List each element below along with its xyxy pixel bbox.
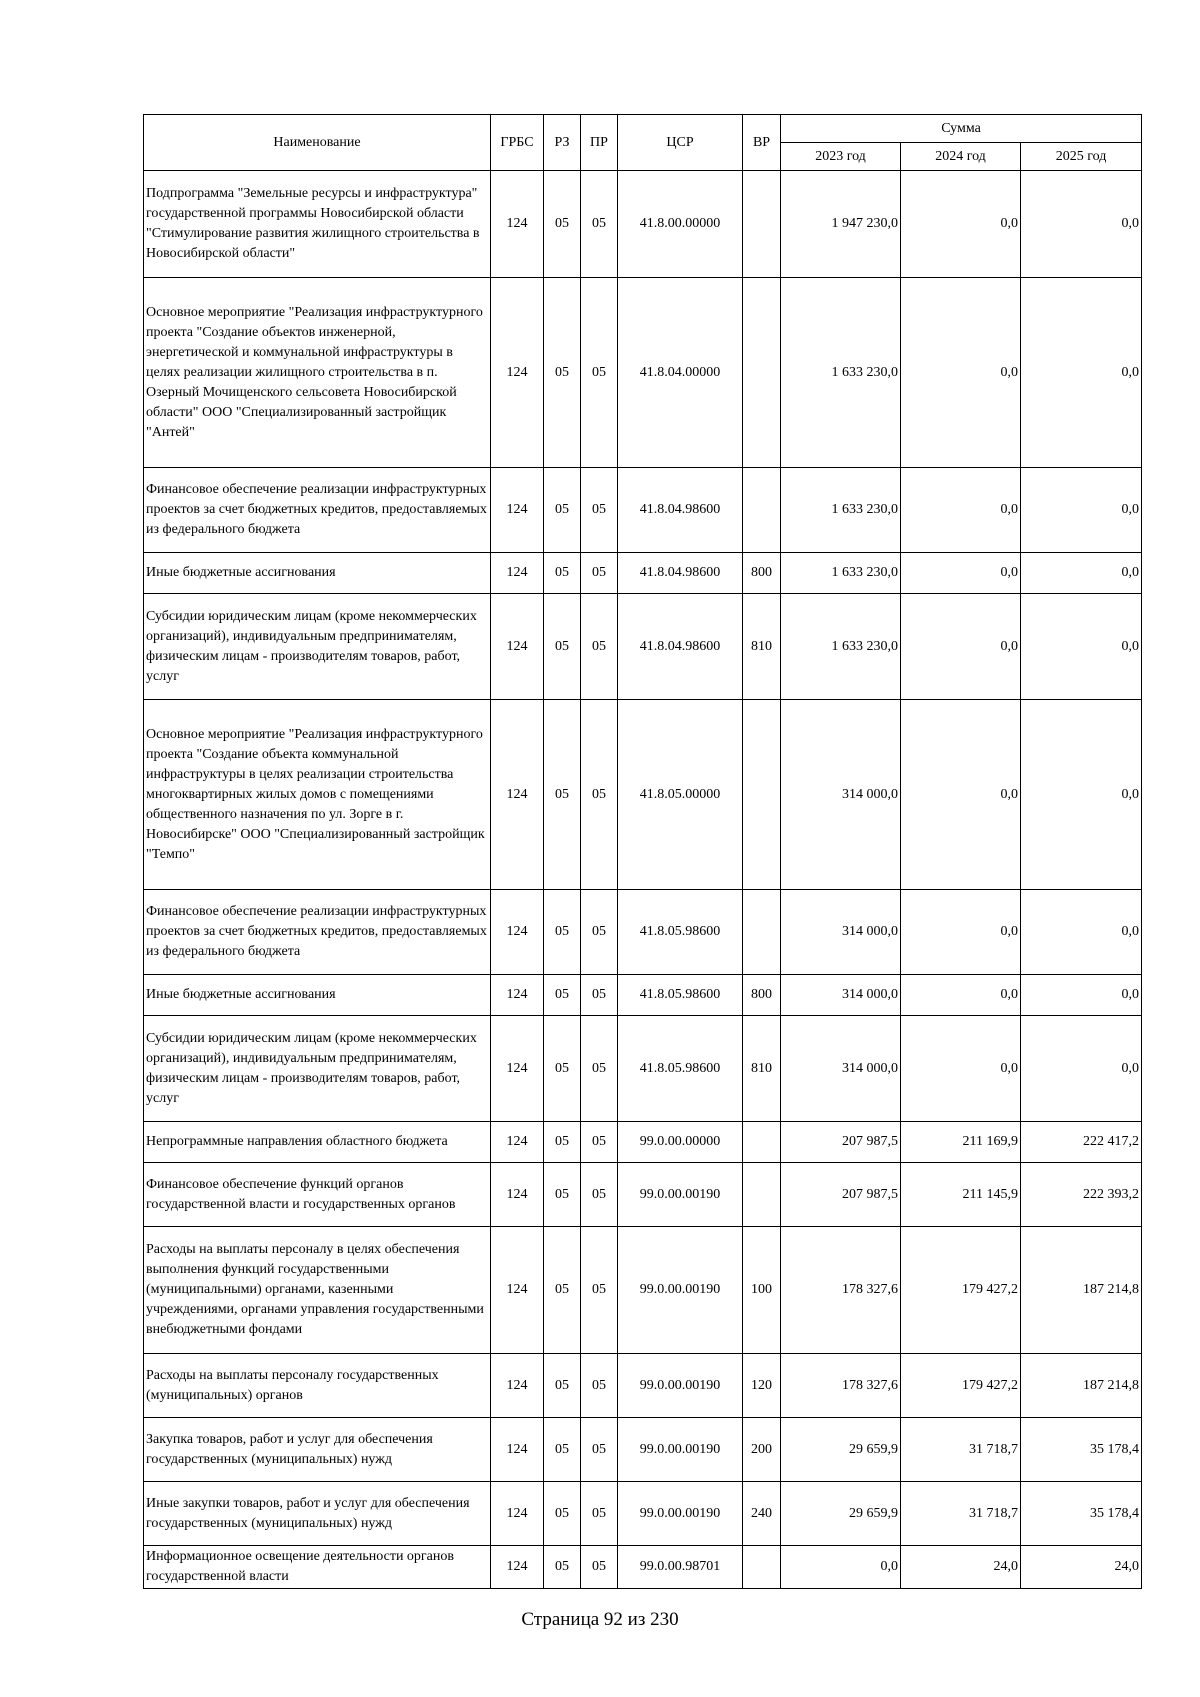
cell-grbs: 124: [491, 1546, 544, 1589]
cell-rz: 05: [544, 1227, 581, 1354]
cell-sum-2025: 0,0: [1021, 468, 1142, 553]
cell-sum-2023: 314 000,0: [781, 890, 901, 975]
cell-csr: 99.0.00.00000: [618, 1122, 743, 1163]
table-row: [144, 1546, 1142, 1589]
cell-csr: 41.8.04.00000: [618, 278, 743, 468]
cell-sum-2024: 0,0: [901, 594, 1021, 700]
cell-csr: 41.8.05.00000: [618, 700, 743, 890]
cell-name: Подпрограмма "Земельные ресурсы и инфраструктура" государственной программы Новосибирской области "Стимулирование развития жилищного строительства в Новосибирской области": [144, 171, 491, 278]
table-row: [144, 1016, 1142, 1122]
cell-sum-2025: 222 393,2: [1021, 1163, 1142, 1227]
cell-sum-2025: 0,0: [1021, 975, 1142, 1016]
cell-name: Субсидии юридическим лицам (кроме некоммерческих организаций), индивидуальным предпринимателям, физическим лицам - производителям товаров, работ, услуг: [144, 594, 491, 700]
cell-grbs: 124: [491, 1163, 544, 1227]
cell-name: Расходы на выплаты персоналу в целях обеспечения выполнения функций государственными (муниципальными) органами, казенными учреждениями, органами управления государственными внебюджетными фондами: [144, 1227, 491, 1354]
cell-csr: 41.8.04.98600: [618, 553, 743, 594]
cell-vr: [743, 1546, 781, 1589]
cell-sum-2023: 1 947 230,0: [781, 171, 901, 278]
cell-sum-2025: 0,0: [1021, 278, 1142, 468]
cell-sum-2025: 187 214,8: [1021, 1354, 1142, 1418]
cell-csr: 99.0.00.00190: [618, 1482, 743, 1546]
header-2024: 2024 год: [901, 143, 1021, 171]
cell-sum-2023: 29 659,9: [781, 1418, 901, 1482]
cell-vr: 810: [743, 1016, 781, 1122]
table-body: [144, 171, 1142, 1589]
cell-rz: 05: [544, 975, 581, 1016]
cell-name: Информационное освещение деятельности органов государственной власти: [144, 1546, 491, 1589]
cell-rz: 05: [544, 171, 581, 278]
cell-grbs: 124: [491, 1354, 544, 1418]
table-row: [144, 975, 1142, 1016]
table-row: [144, 468, 1142, 553]
cell-csr: 99.0.00.98701: [618, 1546, 743, 1589]
cell-csr: 99.0.00.00190: [618, 1354, 743, 1418]
cell-grbs: 124: [491, 1482, 544, 1546]
cell-pr: 05: [581, 1546, 618, 1589]
header-name: Наименование: [144, 115, 491, 171]
cell-vr: 800: [743, 553, 781, 594]
cell-vr: 800: [743, 975, 781, 1016]
cell-csr: 99.0.00.00190: [618, 1418, 743, 1482]
cell-name: Иные бюджетные ассигнования: [144, 553, 491, 594]
cell-pr: 05: [581, 553, 618, 594]
cell-sum-2024: 179 427,2: [901, 1354, 1021, 1418]
cell-pr: 05: [581, 1227, 618, 1354]
table-row: [144, 890, 1142, 975]
cell-name: Основное мероприятие "Реализация инфраструктурного проекта "Создание объекта коммунальной инфраструктуры в целях реализации строительства многоквартирных жилых домов с помещениями общественного назначения по ул. Зорге в г. Новосибирске" ООО "Специализированный застройщик "Темпо": [144, 700, 491, 890]
cell-rz: 05: [544, 1122, 581, 1163]
table-row: [144, 1418, 1142, 1482]
cell-rz: 05: [544, 1482, 581, 1546]
cell-csr: 41.8.05.98600: [618, 975, 743, 1016]
cell-csr: 41.8.04.98600: [618, 594, 743, 700]
header-2025: 2025 год: [1021, 143, 1142, 171]
cell-pr: 05: [581, 278, 618, 468]
cell-vr: [743, 1122, 781, 1163]
cell-sum-2024: 0,0: [901, 975, 1021, 1016]
cell-sum-2023: 1 633 230,0: [781, 468, 901, 553]
cell-vr: [743, 1163, 781, 1227]
header-sum: Сумма: [781, 115, 1142, 143]
cell-pr: 05: [581, 1418, 618, 1482]
cell-sum-2025: 187 214,8: [1021, 1227, 1142, 1354]
cell-pr: 05: [581, 890, 618, 975]
table-row: [144, 278, 1142, 468]
cell-rz: 05: [544, 594, 581, 700]
cell-grbs: 124: [491, 594, 544, 700]
cell-vr: [743, 890, 781, 975]
header-pr: ПР: [581, 115, 618, 171]
table-row: [144, 1227, 1142, 1354]
table-row: [144, 1482, 1142, 1546]
table-row: [144, 1122, 1142, 1163]
cell-csr: 99.0.00.00190: [618, 1163, 743, 1227]
cell-sum-2024: 0,0: [901, 1016, 1021, 1122]
cell-sum-2023: 178 327,6: [781, 1354, 901, 1418]
cell-grbs: 124: [491, 1227, 544, 1354]
cell-rz: 05: [544, 468, 581, 553]
cell-name: Финансовое обеспечение функций органов государственной власти и государственных органов: [144, 1163, 491, 1227]
cell-grbs: 124: [491, 1016, 544, 1122]
cell-sum-2025: 0,0: [1021, 890, 1142, 975]
cell-vr: 200: [743, 1418, 781, 1482]
cell-csr: 41.8.05.98600: [618, 1016, 743, 1122]
cell-grbs: 124: [491, 890, 544, 975]
cell-pr: 05: [581, 975, 618, 1016]
cell-name: Иные бюджетные ассигнования: [144, 975, 491, 1016]
cell-sum-2023: 178 327,6: [781, 1227, 901, 1354]
table-row: [144, 171, 1142, 278]
cell-vr: [743, 700, 781, 890]
cell-sum-2024: 31 718,7: [901, 1482, 1021, 1546]
cell-vr: 120: [743, 1354, 781, 1418]
cell-pr: 05: [581, 1163, 618, 1227]
cell-sum-2023: 29 659,9: [781, 1482, 901, 1546]
cell-rz: 05: [544, 1418, 581, 1482]
cell-sum-2025: 35 178,4: [1021, 1418, 1142, 1482]
cell-sum-2025: 24,0: [1021, 1546, 1142, 1589]
cell-rz: 05: [544, 1016, 581, 1122]
cell-sum-2023: 1 633 230,0: [781, 278, 901, 468]
cell-sum-2023: 1 633 230,0: [781, 553, 901, 594]
table-row: [144, 1163, 1142, 1227]
cell-rz: 05: [544, 278, 581, 468]
cell-name: Финансовое обеспечение реализации инфраструктурных проектов за счет бюджетных кредитов, предоставляемых из федерального бюджета: [144, 468, 491, 553]
cell-sum-2024: 24,0: [901, 1546, 1021, 1589]
cell-sum-2023: 207 987,5: [781, 1122, 901, 1163]
cell-grbs: 124: [491, 553, 544, 594]
cell-pr: 05: [581, 1482, 618, 1546]
cell-sum-2023: 1 633 230,0: [781, 594, 901, 700]
cell-rz: 05: [544, 1354, 581, 1418]
table-row: [144, 700, 1142, 890]
cell-sum-2023: 314 000,0: [781, 700, 901, 890]
header-rz: РЗ: [544, 115, 581, 171]
cell-sum-2024: 0,0: [901, 171, 1021, 278]
cell-name: Иные закупки товаров, работ и услуг для обеспечения государственных (муниципальных) нужд: [144, 1482, 491, 1546]
cell-rz: 05: [544, 553, 581, 594]
cell-sum-2024: 0,0: [901, 553, 1021, 594]
cell-grbs: 124: [491, 1122, 544, 1163]
cell-sum-2025: 35 178,4: [1021, 1482, 1142, 1546]
cell-sum-2024: 0,0: [901, 890, 1021, 975]
cell-name: Основное мероприятие "Реализация инфраструктурного проекта "Создание объектов инженерной, энергетической и коммунальной инфраструктуры в целях реализации жилищного строительства в п. Озерный Мочищенского сельсовета Новосибирской области" ООО "Специализированный застройщик "Антей": [144, 278, 491, 468]
cell-sum-2024: 31 718,7: [901, 1418, 1021, 1482]
cell-sum-2024: 179 427,2: [901, 1227, 1021, 1354]
cell-sum-2025: 0,0: [1021, 1016, 1142, 1122]
cell-pr: 05: [581, 594, 618, 700]
table-row: [144, 553, 1142, 594]
cell-sum-2024: 0,0: [901, 468, 1021, 553]
budget-table: [143, 114, 1142, 1589]
cell-vr: [743, 171, 781, 278]
cell-sum-2023: 314 000,0: [781, 975, 901, 1016]
cell-rz: 05: [544, 890, 581, 975]
cell-grbs: 124: [491, 278, 544, 468]
header-grbs: ГРБС: [491, 115, 544, 171]
cell-sum-2025: 0,0: [1021, 171, 1142, 278]
cell-sum-2024: 211 145,9: [901, 1163, 1021, 1227]
cell-pr: 05: [581, 468, 618, 553]
cell-name: Финансовое обеспечение реализации инфраструктурных проектов за счет бюджетных кредитов, предоставляемых из федерального бюджета: [144, 890, 491, 975]
cell-grbs: 124: [491, 171, 544, 278]
cell-rz: 05: [544, 1163, 581, 1227]
page-number: Страница 92 из 230: [521, 1609, 679, 1630]
cell-sum-2023: 0,0: [781, 1546, 901, 1589]
cell-sum-2025: 0,0: [1021, 594, 1142, 700]
cell-name: Непрограммные направления областного бюджета: [144, 1122, 491, 1163]
cell-csr: 99.0.00.00190: [618, 1227, 743, 1354]
cell-pr: 05: [581, 700, 618, 890]
cell-name: Закупка товаров, работ и услуг для обеспечения государственных (муниципальных) нужд: [144, 1418, 491, 1482]
cell-vr: 240: [743, 1482, 781, 1546]
cell-sum-2023: 207 987,5: [781, 1163, 901, 1227]
cell-sum-2023: 314 000,0: [781, 1016, 901, 1122]
cell-sum-2025: 222 417,2: [1021, 1122, 1142, 1163]
cell-name: Субсидии юридическим лицам (кроме некоммерческих организаций), индивидуальным предпринимателям, физическим лицам - производителям товаров, работ, услуг: [144, 1016, 491, 1122]
cell-rz: 05: [544, 700, 581, 890]
cell-grbs: 124: [491, 1418, 544, 1482]
cell-pr: 05: [581, 1122, 618, 1163]
cell-sum-2024: 211 169,9: [901, 1122, 1021, 1163]
cell-pr: 05: [581, 1354, 618, 1418]
cell-csr: 41.8.04.98600: [618, 468, 743, 553]
cell-vr: [743, 468, 781, 553]
cell-grbs: 124: [491, 975, 544, 1016]
cell-pr: 05: [581, 171, 618, 278]
table-row: [144, 1354, 1142, 1418]
cell-vr: [743, 278, 781, 468]
table-row: [144, 594, 1142, 700]
cell-sum-2025: 0,0: [1021, 700, 1142, 890]
cell-csr: 41.8.00.00000: [618, 171, 743, 278]
cell-rz: 05: [544, 1546, 581, 1589]
header-csr: ЦСР: [618, 115, 743, 171]
cell-name: Расходы на выплаты персоналу государственных (муниципальных) органов: [144, 1354, 491, 1418]
cell-sum-2025: 0,0: [1021, 553, 1142, 594]
cell-grbs: 124: [491, 700, 544, 890]
cell-vr: 810: [743, 594, 781, 700]
cell-vr: 100: [743, 1227, 781, 1354]
cell-sum-2024: 0,0: [901, 700, 1021, 890]
cell-grbs: 124: [491, 468, 544, 553]
header-vr: ВР: [743, 115, 781, 171]
cell-sum-2024: 0,0: [901, 278, 1021, 468]
cell-csr: 41.8.05.98600: [618, 890, 743, 975]
header-2023: 2023 год: [781, 143, 901, 171]
cell-pr: 05: [581, 1016, 618, 1122]
